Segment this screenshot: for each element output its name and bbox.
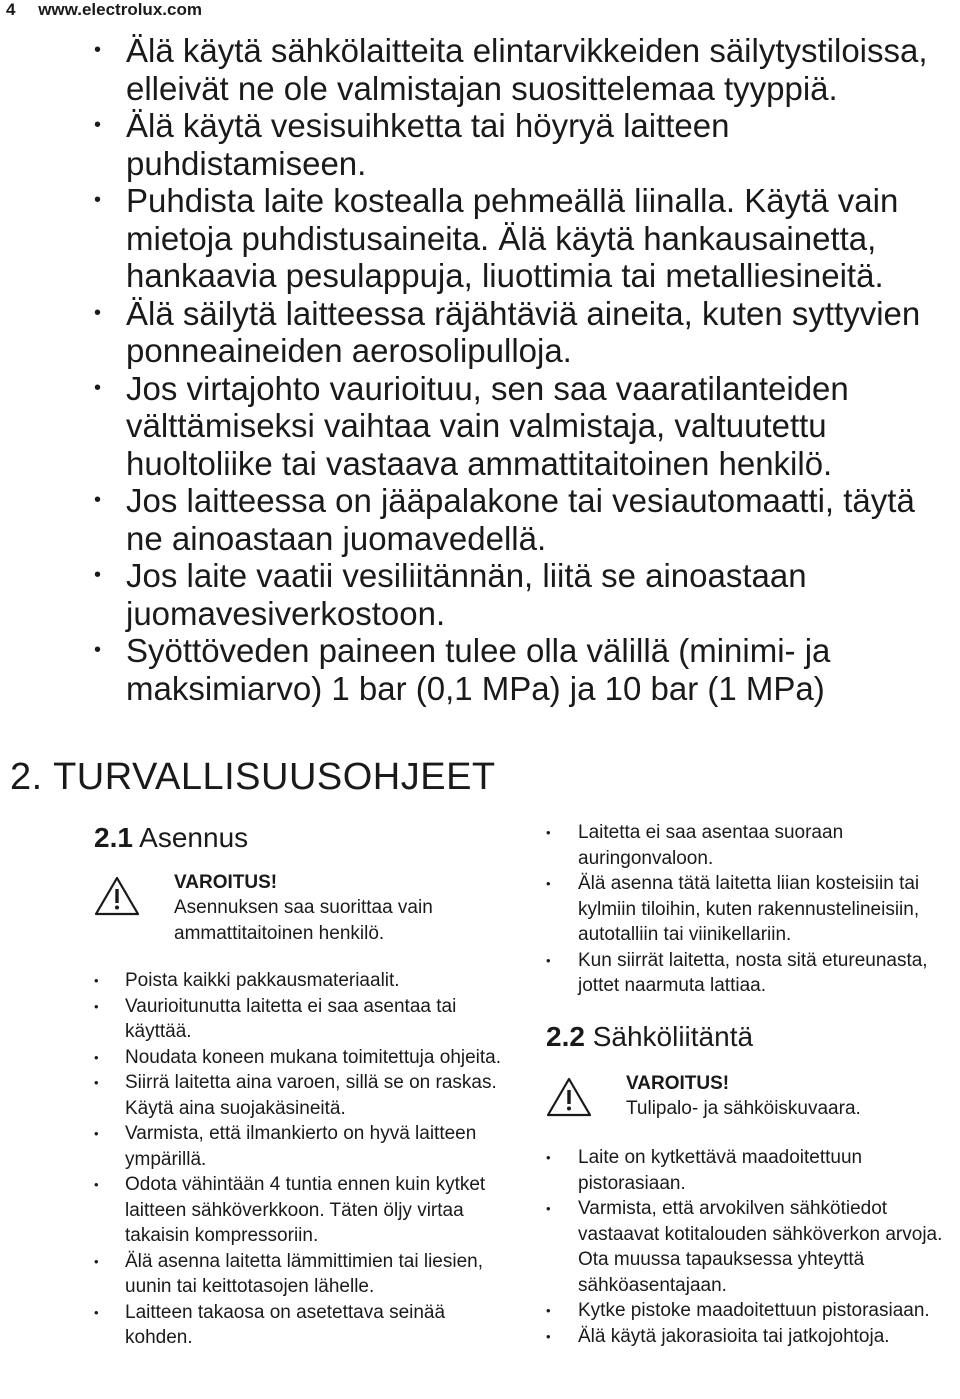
warning-title: VAROITUS! [626,1072,730,1094]
bullet-icon: • [94,1049,99,1065]
website-url: www.electrolux.com [38,0,202,19]
warning-title: VAROITUS! [174,872,278,893]
heading-number: 2.1 [94,822,133,853]
list-item [0,107,960,182]
bullet-icon: • [546,876,551,891]
list-item [94,1121,514,1172]
bullet-icon: • [94,301,102,324]
top-bullet-list [0,32,960,707]
right-column [546,820,960,1349]
warning-box [94,870,514,946]
list-item-text: Laitetta ei saa asentaa suoraan auringonvaloon. [578,822,844,869]
list-item-text: Älä asenna laitetta lämmittimien tai liesien, uunin tai keittotasojen lähelle. [125,1250,484,1297]
list-item-text: Älä käytä vesisuihketta tai höyryä laitteen puhdistamiseen. [126,107,730,182]
list-item-text: Laite on kytkettävä maadoitettuun pistorasiaan. [578,1147,863,1194]
warning-text: Tulipalo- ja sähköiskuvaara. [626,1097,861,1119]
list-item-text: Odota vähintään 4 tuntia ennen kuin kytket laitteen sähköverkkoon. Täten öljy virtaa takaisin kompressoriin. [125,1174,486,1246]
bullet-icon: • [546,1303,551,1318]
list-item [94,1172,514,1249]
list-item [0,32,960,107]
electrical-list [546,1145,960,1349]
list-item-text: Kun siirrät laitetta, nosta sitä etureunasta, jottet naarmuta lattiaa. [578,949,928,996]
page-number: 4 [6,0,16,19]
warning-text: Asennuksen saa suorittaa vain ammattitaitoinen henkilö. [174,897,433,944]
list-item [546,820,960,871]
bullet-icon: • [94,1075,99,1090]
bullet-icon: • [94,639,102,661]
list-item-text: Laitteen takaosa on asetettava seinää kohden. [125,1301,446,1348]
list-item [0,557,960,632]
section-title: 2. TURVALLISUUSOHJEET [10,756,496,798]
list-item [94,968,514,994]
electrical-heading [546,1019,960,1055]
bullet-icon: • [94,998,99,1014]
list-item [546,1196,960,1298]
heading-text: Sähköliitäntä [592,1020,754,1052]
bullet-icon: • [94,1253,99,1269]
bullet-icon: • [94,1304,99,1320]
list-item-text: Jos virtajohto vaurioituu, sen saa vaaratilanteiden välttämiseksi vaihtaa vain valmistaja, valtuutettu huoltoliike tai vastaava ammattitaitoinen henkilö. [126,369,849,482]
list-item-text: Kytke pistoke maadoitettuun pistorasiaan. [578,1300,930,1321]
list-item-text: Siirrä laitetta aina varoen, sillä se on raskas. Käytä aina suojakäsineitä. [125,1072,497,1119]
list-item [0,295,960,370]
list-item-text: Noudata koneen mukana toimitettuja ohjeita. [125,1046,502,1068]
bullet-icon: • [94,1177,99,1192]
list-item [0,182,960,295]
bullet-icon: • [546,1328,551,1344]
warning-box [546,1071,960,1122]
list-item [546,1324,960,1350]
bullet-icon: • [94,973,99,988]
list-item-text: Varmista, että arvokilven sähkötiedot vastaavat kotitalouden sähköverkon arvoja. Ota muussa tapauksessa yhteyttä sähköasentajaan. [578,1198,943,1296]
installation-column [94,820,514,1351]
installation-heading [94,820,514,856]
list-item [546,948,960,999]
list-item [0,370,960,483]
list-item [546,1298,960,1324]
list-item-text: Poista kaikki pakkausmateriaalit. [125,970,400,991]
warning-triangle-icon [94,876,140,916]
list-item [94,1249,514,1300]
list-item-text: Älä säilytä laitteessa räjähtäviä aineita, kuten syttyvien ponneaineiden aerosolipulloja. [126,294,921,369]
heading-number: 2.2 [546,1020,585,1052]
bullet-icon: • [94,39,102,61]
list-item-text: Älä käytä sähkölaitteita elintarvikkeiden säilytystiloissa, elleivät ne ole valmistajan suosittelemaa tyyppiä. [126,32,928,107]
heading-text: Asennus [139,822,249,853]
bullet-icon: • [546,1201,551,1216]
bullet-icon: • [94,376,102,399]
bullet-icon: • [546,1150,551,1165]
list-item-text: Varmista, että ilmankierto on hyvä laitteen ympärillä. [125,1123,477,1170]
bullet-icon: • [94,489,102,511]
page-header [6,0,202,20]
warning-triangle-icon [546,1077,592,1117]
list-item [94,1045,514,1071]
list-item [546,871,960,948]
bullet-icon: • [546,825,551,840]
bullet-icon: • [94,114,102,136]
list-item-text: Jos laitteessa on jääpalakone tai vesiautomaatti, täytä ne ainoastaan juomavedellä. [126,482,915,557]
bullet-icon: • [94,1126,99,1141]
bullet-icon: • [546,952,551,968]
list-item [94,1070,514,1121]
installation-list-continued [546,820,960,999]
list-item-text: Älä asenna tätä laitetta liian kosteisiin tai kylmiin tiloihin, kuten rakennustelineisiin, autotalliin tai viinikellariin. [578,873,920,945]
list-item [94,1300,514,1351]
list-item [0,482,960,557]
installation-list [94,968,514,1351]
list-item [94,994,514,1045]
list-item-text: Älä käytä jakorasioita tai jatkojohtoja. [578,1325,890,1347]
list-item-text: Puhdista laite kostealla pehmeällä liinalla. Käytä vain mietoja puhdistusaineita. Älä käytä hankausainetta, hankaavia pesulappuja, liuottimia tai metalliesineitä. [126,182,899,294]
list-item [546,1145,960,1196]
list-item-text: Vaurioitunutta laitetta ei saa asentaa tai käyttää. [125,995,457,1042]
list-item [0,632,960,707]
bullet-icon: • [94,189,102,211]
list-item-text: Jos laite vaatii vesiliitännän, liitä se ainoastaan juomavesiverkostoon. [126,557,807,632]
bullet-icon: • [94,564,102,586]
list-item-text: Syöttöveden paineen tulee olla välillä (minimi- ja maksimiarvo) 1 bar (0,1 MPa) ja 10 bar (1 MPa) [126,632,831,707]
